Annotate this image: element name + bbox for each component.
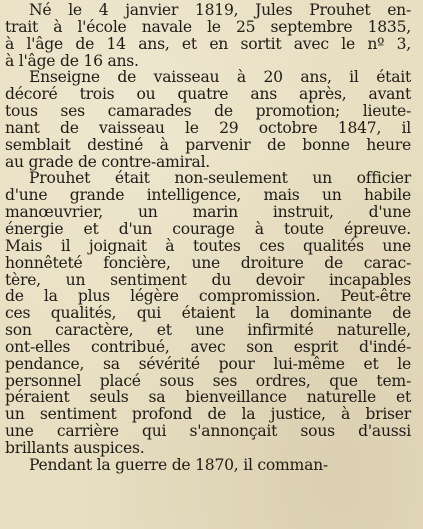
text-line: Né le 4 janvier 1819, Jules Prouhet en- — [29, 1, 411, 19]
text-line: manœuvrier, un marin instruit, d'une — [5, 203, 411, 222]
paragraph-birth — [5, 2, 411, 69]
text-line: brillants auspices. — [5, 438, 145, 457]
text-line: à l'âge de 16 ans. — [5, 51, 139, 70]
text-line: son caractère, et une infirmité naturelle, — [5, 321, 411, 340]
text-line: nant de vaisseau le 29 octobre 1847, il — [5, 118, 411, 137]
text-line: pendance, sa sévérité pour lui-même et le — [5, 354, 411, 373]
text-line: à l'âge de 14 ans, et en sortit avec le nº 3, — [5, 34, 411, 53]
paragraph-career — [5, 69, 411, 170]
text-line: Mais il joignait à toutes ces qualités une — [5, 236, 411, 255]
text-line: tère, un sentiment du devoir incapables — [5, 270, 411, 289]
text-line: péraient seuls sa bienveillance naturelle et — [5, 388, 411, 407]
text-line: décoré trois ou quatre ans après, avant — [5, 85, 411, 104]
text-line: tous ses camarades de promotion; lieute- — [5, 102, 411, 121]
text-line: énergie et d'un courage à toute épreuve. — [5, 219, 411, 238]
text-line: une carrière qui s'annonçait sous d'aussi — [5, 422, 411, 441]
text-line: Prouhet était non-seulement un officier — [29, 169, 411, 188]
text-line: Enseigne de vaisseau à 20 ans, il était — [29, 68, 411, 87]
text-line: honnêteté foncière, une droiture de carac- — [5, 253, 411, 272]
text-line: personnel placé sous ses ordres, que tem- — [5, 371, 411, 390]
text-line: d'une grande intelligence, mais un habile — [5, 186, 411, 205]
text-line: de la plus légère compromission. Peut-être — [5, 287, 411, 306]
text-line: ces qualités, qui étaient la dominante de — [5, 304, 411, 323]
text-line: au grade de contre-amiral. — [5, 152, 211, 171]
article-column — [5, 2, 411, 474]
paragraph-character — [5, 170, 411, 456]
paragraph-war — [5, 457, 411, 474]
text-line: trait à l'école navale le 25 septembre 1835, — [5, 17, 411, 36]
text-line: ont-elles contribué, avec son esprit d'indé- — [5, 337, 411, 356]
text-line: un sentiment profond de la justice, à briser — [5, 405, 411, 424]
text-line: semblait destiné à parvenir de bonne heure — [5, 135, 411, 154]
text-line-cut: Pendant la guerre de 1870, il comman- — [29, 455, 328, 474]
